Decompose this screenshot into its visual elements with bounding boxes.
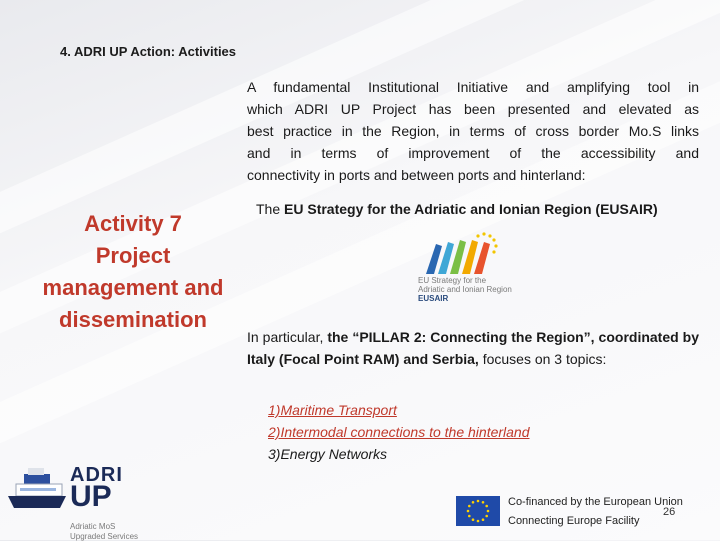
cef-cofinanced-text: Co-financed by the European Union: [508, 496, 683, 508]
intro-line: best practice in the Region, in terms of cross border Mo.S links: [247, 123, 699, 139]
eusair-statement: [256, 201, 658, 217]
intro-line: connectivity in ports and between ports and hinterland:: [247, 167, 586, 183]
topic-item: 2)Intermodal connections to the hinterland: [268, 424, 530, 440]
up-text: UP: [70, 480, 112, 513]
pillar-text: In particular,: [247, 329, 328, 345]
topic-item: 1)Maritime Transport: [268, 402, 397, 418]
pillar-paragraph: [247, 326, 699, 370]
eusair-logo-text: Adriatic and Ionian Region: [418, 285, 512, 294]
slide-heading: 4. ADRI UP Action: Activities: [60, 44, 237, 59]
intro-line: and in terms of improvement of the accessibility and: [247, 145, 699, 161]
activity-title-line: dissemination: [59, 307, 207, 332]
adri-text: ADRI: [70, 464, 123, 486]
activity-title-line: management and: [42, 275, 224, 300]
cef-facility-text: Connecting Europe Facility: [508, 515, 640, 527]
pillar-text: focuses on 3 topics:: [478, 351, 607, 367]
logo-subtitle: Upgraded Services: [70, 532, 139, 541]
eusair-prefix: The: [256, 201, 285, 217]
logo-subtitle: Adriatic MoS: [70, 522, 116, 531]
eusair-arrows-icon: [412, 230, 522, 276]
intro-line: which ADRI UP Project has been presented and elevated as: [247, 101, 699, 117]
eusair-name: EU Strategy for the Adriatic and Ionian Region (EUSAIR): [284, 201, 658, 217]
pillar-bold-text: the “PILLAR 2: Connecting the Region”, coordinated by Italy (Focal Point RAM) and Serbia,: [247, 329, 699, 367]
intro-line: A fundamental Institutional Initiative and amplifying tool in: [247, 79, 699, 95]
adri-up-logo: [4, 460, 154, 540]
eusair-logo-acronym: EUSAIR: [418, 294, 449, 303]
ship-icon: [4, 460, 70, 520]
intro-paragraph: [247, 76, 699, 186]
eu-flag-icon: [456, 496, 500, 526]
activity-title-line: Project: [95, 243, 171, 268]
activity-title-line: Activity 7: [84, 211, 182, 236]
topics-list: [268, 399, 530, 465]
topic-item: 3)Energy Networks: [268, 446, 388, 462]
eusair-logo: [412, 230, 522, 306]
activity-title: [28, 208, 238, 336]
page-number: 26: [663, 506, 676, 518]
eusair-logo-text: EU Strategy for the: [418, 276, 487, 285]
